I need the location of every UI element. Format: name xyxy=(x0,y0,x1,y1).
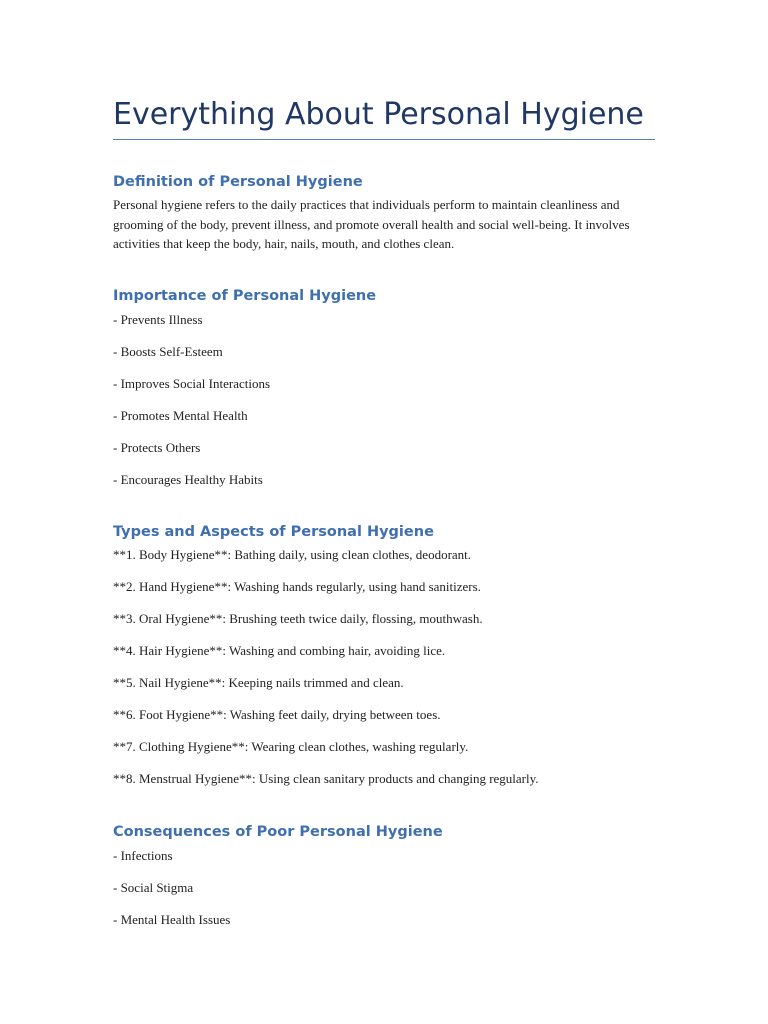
document-title: Everything About Personal Hygiene xyxy=(113,97,644,132)
importance-item: - Improves Social Interactions xyxy=(113,376,271,391)
title-underline-rule xyxy=(113,139,655,140)
types-list xyxy=(113,545,539,801)
types-item: **5. Nail Hygiene**: Keeping nails trimmed and clean. xyxy=(113,675,404,690)
types-item: **3. Oral Hygiene**: Brushing teeth twice daily, flossing, mouthwash. xyxy=(113,611,483,626)
definition-paragraph: Personal hygiene refers to the daily practices that individuals perform to maintain cleanliness and grooming of the body, prevent illness, and promote overall health and social well-being. It involves activities that keep the body, hair, nails, mouth, and clothes clean. xyxy=(113,197,630,251)
consequences-item: - Social Stigma xyxy=(113,880,194,895)
types-heading: Types and Aspects of Personal Hygiene xyxy=(113,524,434,540)
importance-item: - Encourages Healthy Habits xyxy=(113,472,263,487)
importance-item: - Prevents Illness xyxy=(113,312,203,327)
types-item: **1. Body Hygiene**: Bathing daily, using clean clothes, deodorant. xyxy=(113,547,472,562)
definition-heading: Definition of Personal Hygiene xyxy=(113,174,363,190)
importance-item: - Protects Others xyxy=(113,440,201,455)
types-item: **6. Foot Hygiene**: Washing feet daily, drying between toes. xyxy=(113,707,441,722)
types-item: **7. Clothing Hygiene**: Wearing clean clothes, washing regularly. xyxy=(113,739,469,754)
types-item: **4. Hair Hygiene**: Washing and combing hair, avoiding lice. xyxy=(113,643,446,658)
importance-heading: Importance of Personal Hygiene xyxy=(113,288,377,304)
consequences-item: - Infections xyxy=(113,848,173,863)
importance-item: - Promotes Mental Health xyxy=(113,408,248,423)
types-item: **8. Menstrual Hygiene**: Using clean sanitary products and changing regularly. xyxy=(113,771,539,786)
importance-item: - Boosts Self-Esteem xyxy=(113,344,223,359)
types-item: **2. Hand Hygiene**: Washing hands regularly, using hand sanitizers. xyxy=(113,579,481,594)
importance-list xyxy=(113,310,270,502)
consequences-heading: Consequences of Poor Personal Hygiene xyxy=(113,824,443,840)
consequences-item: - Mental Health Issues xyxy=(113,912,231,927)
consequences-list xyxy=(113,846,230,942)
